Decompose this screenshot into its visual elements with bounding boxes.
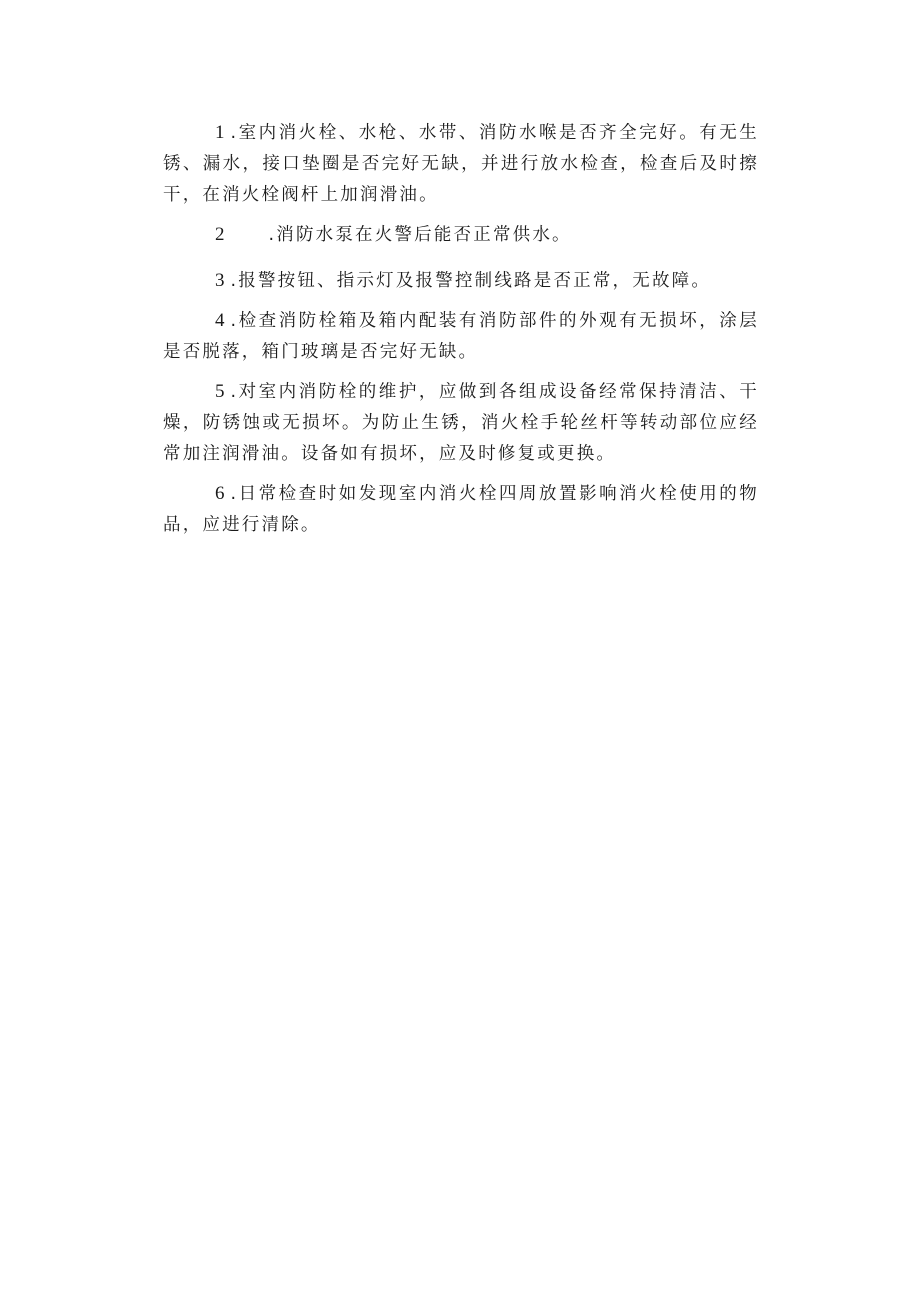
checklist-item-2 xyxy=(163,219,759,251)
item-number: 4 xyxy=(215,310,225,331)
checklist-item-4 xyxy=(163,305,759,368)
item-text: .对室内消防栓的维护，应做到各组成设备经常保持清洁、干燥，防锈蚀或无损坏。为防止生锈，消火栓手轮丝杆等转动部位应经常加注润滑油。设备如有损坏，应及时修复或更换。 xyxy=(163,382,759,464)
checklist-item-1 xyxy=(163,117,759,211)
item-text: .室内消火栓、水枪、水带、消防水喉是否齐全完好。有无生锈、漏水，接口垫圈是否完好无缺，并进行放水检查，检查后及时擦干，在消火栓阀杆上加润滑油。 xyxy=(163,123,759,205)
checklist-item-6 xyxy=(163,478,759,541)
checklist-item-5 xyxy=(163,376,759,470)
item-text: .消防水泵在火警后能否正常供水。 xyxy=(268,225,572,245)
item-number: 2 xyxy=(215,224,225,245)
item-text: .检查消防栓箱及箱内配装有消防部件的外观有无损坏，涂层是否脱落，箱门玻璃是否完好无缺。 xyxy=(163,311,759,362)
item-number: 5 xyxy=(215,381,225,402)
item-text: .日常检查时如发现室内消火栓四周放置影响消火栓使用的物品，应进行清除。 xyxy=(163,484,759,535)
item-number: 6 xyxy=(215,483,225,504)
document-body xyxy=(163,117,759,549)
item-text: .报警按钮、指示灯及报警控制线路是否正常，无故障。 xyxy=(230,271,712,291)
item-number: 1 xyxy=(215,122,225,143)
item-number: 3 xyxy=(215,270,225,291)
checklist-item-3 xyxy=(163,265,759,297)
